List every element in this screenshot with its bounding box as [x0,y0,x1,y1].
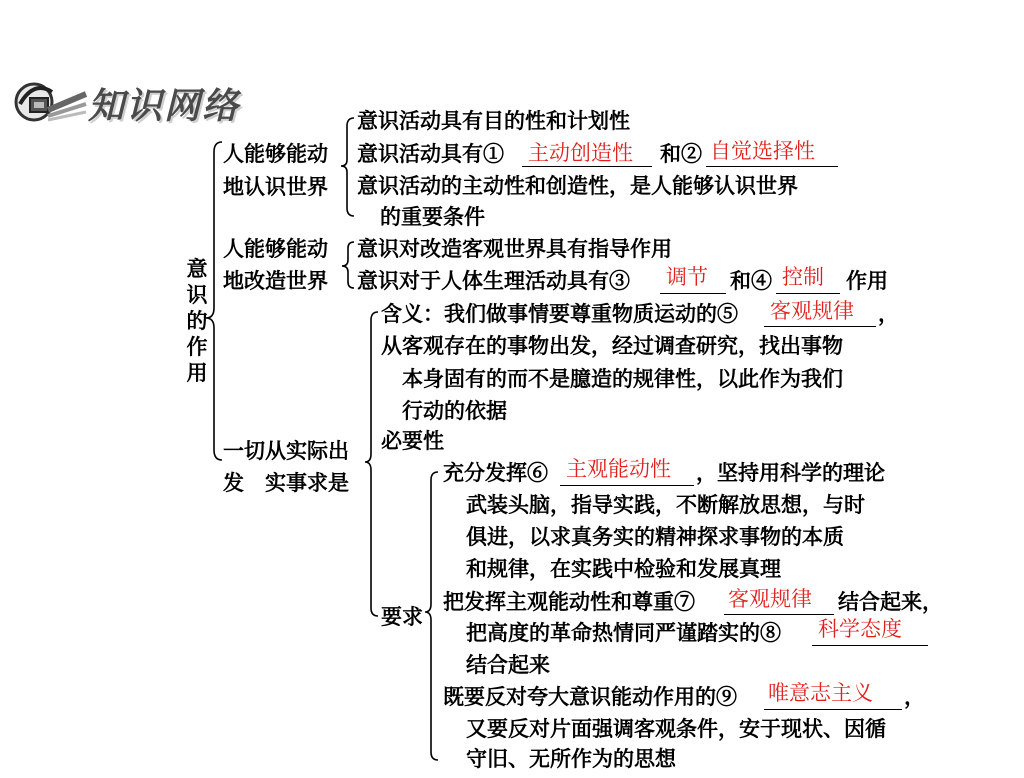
answer-blank-6 [560,485,694,486]
answer-blank-1 [522,166,652,167]
answer-7: 客观规律 [728,587,812,611]
answer-8: 科学态度 [818,617,902,641]
b3-label-line2: 发 实事求是 [223,470,349,495]
r2-pre: 把发挥主观能动性和尊重⑦ [443,589,695,614]
b3-meaning-line4: 行动的依据 [402,398,507,423]
r1-line3: 俱进，以求真务实的精神探求事物的本质 [466,524,844,549]
b2-item2-post: 作用 [846,268,888,293]
answer-blank-8 [812,645,928,646]
r1-post: ，坚持用科学的理论 [696,460,885,485]
b3-brace [365,312,378,616]
b3-label-line1: 一切从实际出 [223,438,349,463]
b1-label-line2: 地认识世界 [223,174,328,199]
header-title: 知识网络 [88,86,241,127]
b1-brace [341,118,354,216]
answer-5: 客观规律 [770,299,854,323]
b1-item3-line1: 意识活动的主动性和创造性，是人能够认识世界 [357,173,798,198]
answer-blank-7 [724,614,834,615]
r3-line3: 守旧、无所作为的思想 [466,746,676,771]
b2-item1: 意识对改造客观世界具有指导作用 [357,236,672,261]
answer-blank-3 [660,293,726,294]
b2-item2-pre: 意识对于人体生理活动具有③ [357,268,630,293]
answer-blank-2 [706,166,838,167]
b3-meaning-line3: 本身固有的而不是臆造的规律性，以此作为我们 [402,366,843,391]
b3-meaning-pre: 含义：我们做事情要尊重物质运动的⑤ [381,301,738,326]
b1-item2-pre: 意识活动具有① [357,141,504,166]
req-brace [425,472,438,760]
r1-line4: 和规律，在实践中检验和发展真理 [466,556,781,581]
b2-brace [342,242,354,288]
b2-label-line2: 地改造世界 [223,268,328,293]
b1-item2-mid: 和② [660,141,702,166]
b2-label-line1: 人能够能动 [223,236,328,261]
root-label: 意识的作用 [186,256,208,385]
r3-pre: 既要反对夸大意识能动作用的⑨ [443,684,737,709]
b3-req-label: 要求 [381,604,423,629]
answer-blank-5 [764,326,876,327]
b3-meaning-post: ， [878,301,899,326]
r3-line2: 又要反对片面强调客观条件，安于现状、因循 [466,716,886,741]
b1-label-line1: 人能够能动 [223,141,328,166]
r2-line2: 把高度的革命热情同严谨踏实的⑧ [466,620,781,645]
answer-blank-9 [764,709,902,710]
answer-6: 主观能动性 [566,457,671,481]
r2-line3: 结合起来 [466,652,550,677]
r2-post: 结合起来， [838,589,943,614]
answer-4: 控制 [782,265,824,289]
answer-2: 自觉选择性 [710,139,815,163]
b1-item1: 意识活动具有目的性和计划性 [357,108,630,133]
r3-post: ， [904,684,925,709]
r1-pre: 充分发挥⑥ [443,460,548,485]
b2-item2-mid: 和④ [730,268,772,293]
answer-blank-4 [776,293,840,294]
b3-necessity: 必要性 [381,428,444,453]
answer-9: 唯意志主义 [768,681,873,705]
b1-item3-line2: 的重要条件 [380,204,485,229]
answer-3: 调节 [666,265,708,289]
r1-line2: 武装头脑，指导实践，不断解放思想，与时 [466,492,865,517]
b3-meaning-line2: 从客观存在的事物出发，经过调查研究，找出事物 [381,333,843,358]
answer-1: 主动创造性 [528,141,633,165]
